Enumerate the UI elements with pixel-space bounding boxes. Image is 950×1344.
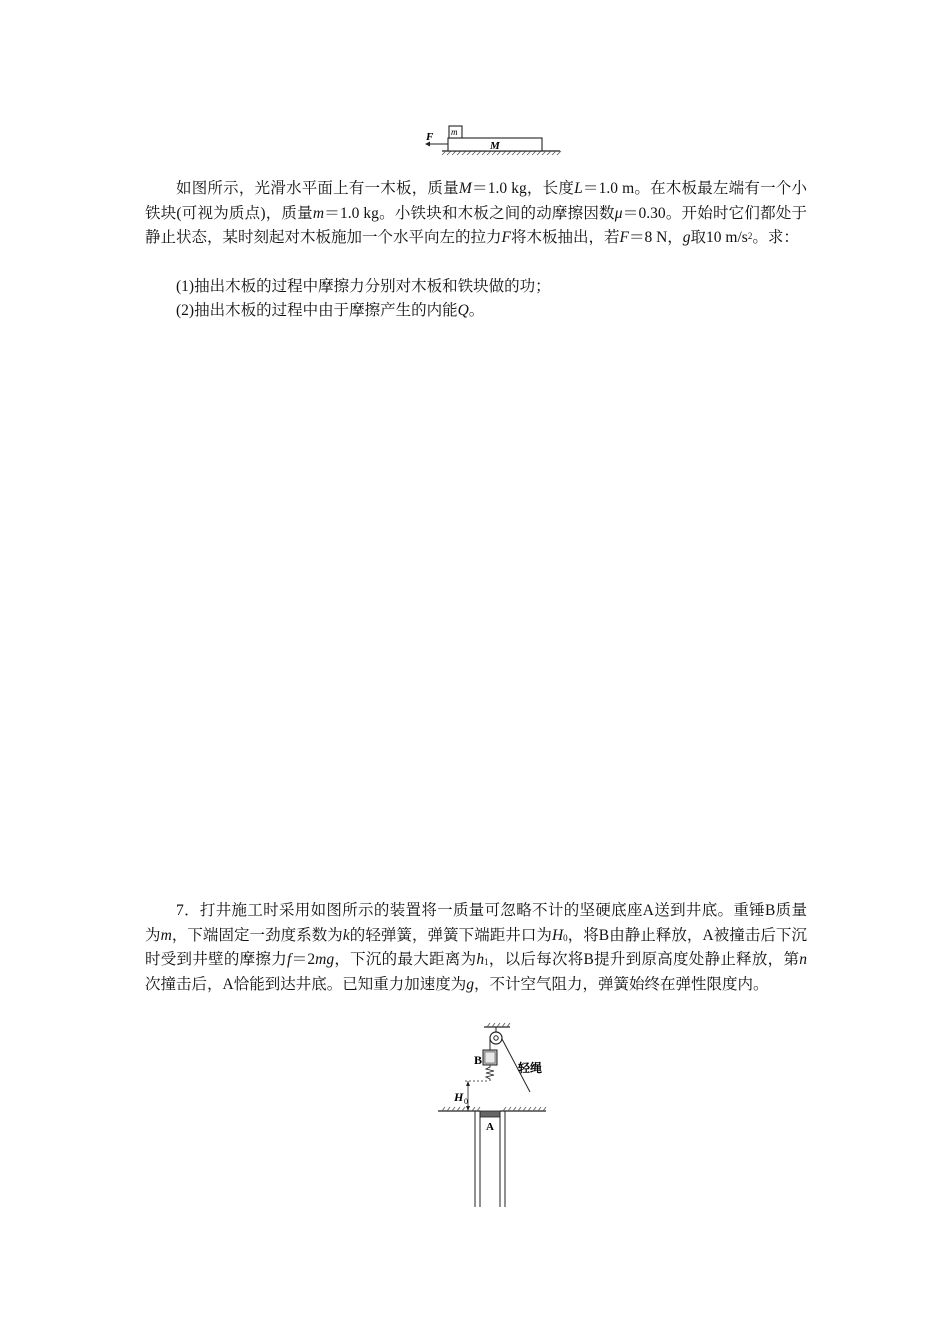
a-label: A	[486, 1121, 494, 1133]
h0-label: H	[454, 1090, 464, 1104]
block-label: m	[451, 127, 458, 137]
h0-subscript: 0	[464, 1097, 468, 1106]
base-a	[480, 1111, 500, 1117]
board-label: M	[490, 140, 500, 152]
q6-sub1: (1)抽出木板的过程中摩擦力分别对木板和铁块做的功；	[176, 278, 551, 295]
well-figure	[430, 1020, 570, 1210]
q6-sub2: (2)抽出木板的过程中由于摩擦产生的内能Q。	[176, 302, 485, 319]
board-figure	[420, 120, 565, 160]
b-label: B	[474, 1053, 483, 1067]
q7-stem: 7．打井施工时采用如图所示的装置将一质量可忽略不计的坚硬底座A送到井底。重锤B质量为m，下端固定一劲度系数为k的轻弹簧，弹簧下端距井口为$H_0$，将B由静止释放，A被撞击后下沉时受到井壁的摩擦力f＝2mg，下沉的最大距离为$h_1$，以后每次将B提升到原高度处静止释放，第n次撞击后，A恰能到达井底。已知重力加速度为g，不计空气阻力，弹簧始终在弹性限度内。	[145, 902, 807, 993]
rope-label: 轻绳	[518, 1061, 543, 1075]
force-label: F	[426, 131, 434, 143]
q6-stem: 如图所示，光滑水平面上有一木板，质量M＝1.0 kg，长度L＝1.0 m。在木板最左端有一个小铁块(可视为质点)，质量m＝1.0 kg。小铁块和木板之间的动摩擦因数μ＝0.30。开始时它们都处于静止状态，某时刻起对木板施加一个水平向左的拉力F将木板抽出，若F＝8 N，g取10 $m/s^2$。求：	[145, 180, 807, 246]
spring	[486, 1065, 494, 1081]
